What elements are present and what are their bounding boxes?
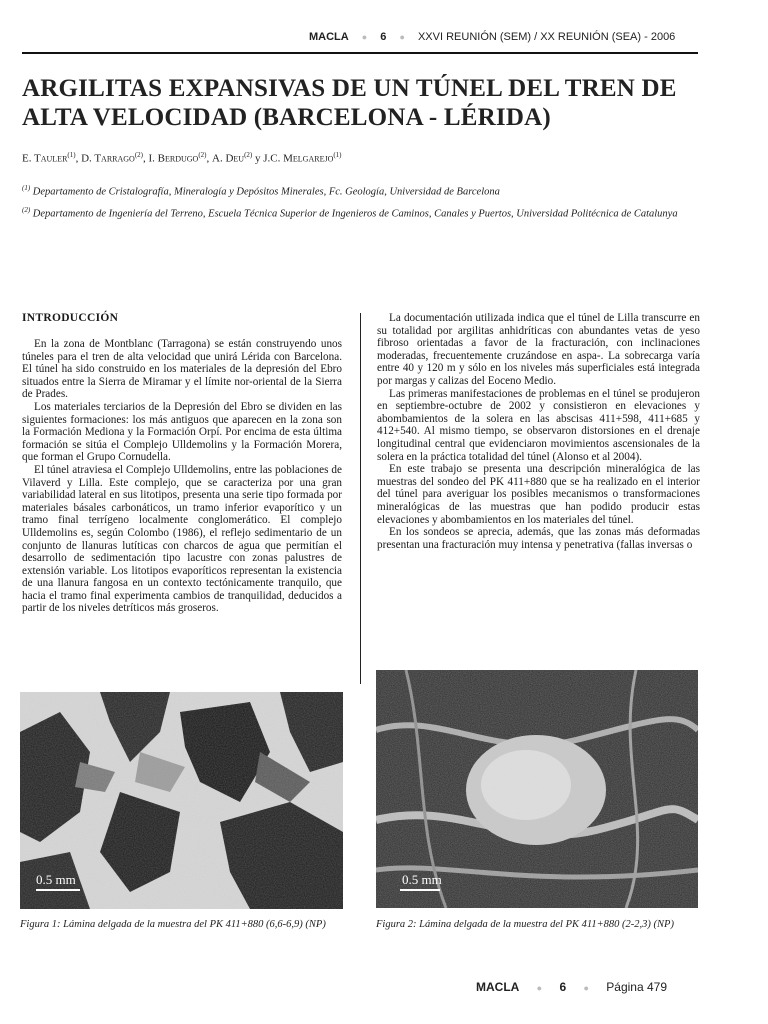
footer-page-label: Página <box>606 980 644 994</box>
footer-dot-1: ● <box>536 983 543 993</box>
right-column-text <box>377 312 700 551</box>
section-heading: INTRODUCCIÓN <box>22 312 119 324</box>
author-affiliation-marker: (1) <box>67 151 76 159</box>
author-affiliation-marker: (2) <box>198 151 207 159</box>
left-paragraph-3: El túnel atraviesa el Complejo Ulldemolins, entre las poblaciones de Vilaverd y Lilla. Este complejo, que se caracteriza por una gran variabilidad lateral en sus litotipos, presenta una serie tipo formada por materiales básales carbonáticos, un tramo inferior evaporítico y un tramo final terrígeno localmente conglomerático. El complejo Ulldemolins es, según Colombo (1986), el reflejo sedimentario de un conjunto de llanuras lutíticas con charcos de agua que permitían el desarrollo de sedimentación tipo lacustre con zonas palustres de extensión variable. Los litotipos evaporíticos representan la existencia de una llanura fangosa en un contexto tectónicamente tranquilo, que hacia el tramo final experimenta cambios de tranquilidad, deducidos a partir de los niveles detríticos más groseros. <box>22 463 342 615</box>
header-meeting: XXVI REUNIÓN (SEM) / XX REUNIÓN (SEA) - 2006 <box>417 31 676 43</box>
author-affiliation-marker: (2) <box>134 151 143 159</box>
footer-number: 6 <box>559 980 567 994</box>
column-divider <box>360 313 361 684</box>
figure-2-micrograph <box>376 670 698 908</box>
footer-dot-2: ● <box>583 983 589 993</box>
left-paragraph-1: En la zona de Montblanc (Tarragona) se están construyendo unos túneles para el tren de alta velocidad que unirá Lérida con Barcelona. El túnel ha sido construido en los materiales de la depresión del Ebro situados entre la Sierra de Miramar y el límite nor-oriental de la Sierra de Prades. <box>22 338 342 401</box>
footer-journal: MACLA <box>476 980 520 994</box>
title-line-1: ARGILITAS EXPANSIVAS DE UN TÚNEL DEL TREN DE <box>22 75 677 102</box>
left-column-text <box>22 338 342 615</box>
left-paragraph-2: Los materiales terciarios de la Depresión del Ebro se dividen en las siguientes formaciones: los más antiguos que aparecen en la zona son la Formación Mediona y la Formación Orpí. Por encima de esta última formación se sitúa el Complejo Ulldemolins y la Formación Morera, que forman el Grupo Cornudella. <box>22 400 342 464</box>
right-paragraph-3: En este trabajo se presenta una descripción mineralógica de las muestras del sondeo del PK 411+880 que se ha realizado en el interior del túnel para averiguar los posibles mecanismos o transformaciones mineralógicas de las muestras que han podido producir estas elevaciones y abombamientos en los materiales del túnel. <box>377 463 700 526</box>
header-dot-2: ● <box>399 32 405 42</box>
header-journal: MACLA <box>309 31 349 43</box>
figure-1-micrograph <box>20 692 343 909</box>
author-affiliation-marker: (1) <box>333 151 342 159</box>
header-number: 6 <box>380 31 387 43</box>
running-footer <box>476 980 706 994</box>
figure-2-caption: Figura 2: Lámina delgada de la muestra del PK 411+880 (2-2,3) (NP) <box>376 919 674 930</box>
affiliation-1 <box>22 181 700 200</box>
author-name: E. Tauler <box>22 152 68 165</box>
figure-1-caption: Figura 1: Lámina delgada de la muestra del PK 411+880 (6,6-6,9) (NP) <box>20 919 326 930</box>
author-separator: y <box>252 152 264 165</box>
author-name: A. Deu <box>212 152 245 165</box>
affiliation-2-marker: (2) <box>22 206 31 214</box>
title-line-2: ALTA VELOCIDAD (BARCELONA - LÉRIDA) <box>22 104 551 131</box>
author-separator: , <box>75 152 82 165</box>
affiliation-1-text: Departamento de Cristalografía, Mineralogía y Depósitos Minerales, Fc. Geología, Universidad de Barcelona <box>32 186 500 198</box>
figure-1-scale-label: 0.5 mm <box>36 872 76 887</box>
paper-title <box>22 74 712 132</box>
author-name: I. Berdugo <box>148 152 199 165</box>
author-affiliation-marker: (2) <box>244 151 253 159</box>
author-name: J.C. Melgarejo <box>263 152 334 165</box>
author-name: D. Tarrago <box>81 152 135 165</box>
figure-2-scale-label: 0.5 mm <box>402 872 442 887</box>
author-separator: , <box>206 152 213 165</box>
header-rule <box>22 52 698 54</box>
right-paragraph-2: Las primeras manifestaciones de problemas en el túnel se produjeron en septiembre-octubre de 2002 y consistieron en elevaciones y abombamientos de la solera en las abscisas 411+598, 411+685 y 412+540. Al mismo tiempo, se observaron distorsiones en el drenaje longitudinal central que evidenciaron movimientos ascensionales de la solera en la práctica totalidad del túnel (Alonso et al 2004). <box>377 387 700 463</box>
right-paragraph-1: La documentación utilizada indica que el túnel de Lilla transcurre en su totalidad por argilitas anhidríticas con abundantes vetas de yeso fibroso orientadas a favor de la fracturación, con inclinaciones moderadas, frecuentemente cruzándose en aspa-. La sobrecarga varía entre 40 y 120 m y sólo en los niveles más superficiales está integrada por margas y calizas del Eoceno Medio. <box>377 312 700 387</box>
figure-1-scale-bar <box>36 889 80 891</box>
affiliation-1-marker: (1) <box>22 184 31 192</box>
header-dot-1: ● <box>361 32 368 42</box>
affiliation-2-text: Departamento de Ingeniería del Terreno, Escuela Técnica Superior de Ingenieros de Caminos, Canales y Puertos, Universidad Politécnica de Catalunya <box>32 208 678 220</box>
running-header <box>309 31 701 43</box>
right-paragraph-4: En los sondeos se aprecia, además, que las zonas más deformadas presentan una fracturación muy intensa y penetrativa (fallas inversas o <box>377 526 700 551</box>
affiliation-2 <box>22 203 700 222</box>
footer-page-number: 479 <box>646 980 668 994</box>
author-separator: , <box>143 152 149 165</box>
author-list <box>22 151 702 165</box>
figure-2-scale-bar <box>400 889 440 891</box>
